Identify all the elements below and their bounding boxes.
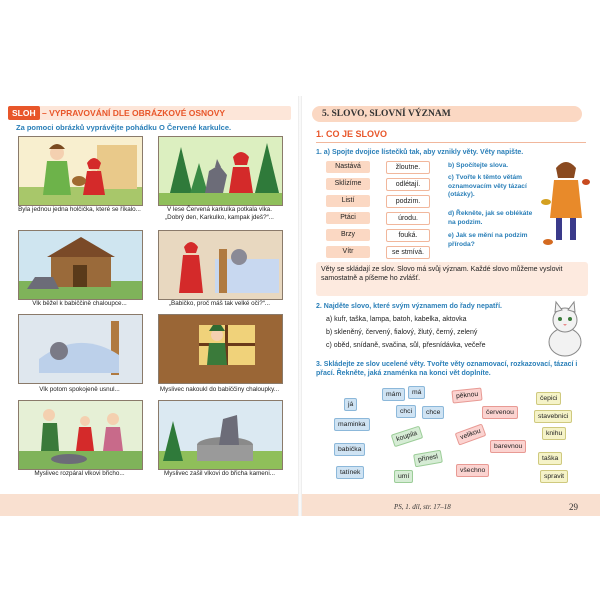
word-card: umí <box>394 470 413 483</box>
sloh-instruction: Za pomoci obrázků vyprávějte pohádku O Červené karkulce. <box>16 123 232 132</box>
word-card: velikou <box>455 423 487 445</box>
sloh-header <box>8 106 291 120</box>
word-card: babička <box>334 443 365 456</box>
section-header <box>312 106 582 122</box>
story-panel-5 <box>18 314 143 384</box>
word-card: chce <box>422 406 444 419</box>
caption-8: Myslivec zašil vlkovi do břicha kameni... <box>164 470 275 477</box>
right-chip: odlétají. <box>386 178 430 191</box>
sloh-tag: SLOH <box>8 106 40 120</box>
question-1b: b) Spočítejte slova. <box>448 162 509 169</box>
left-chip: Vítr <box>326 246 370 258</box>
word-card: přinesl <box>413 450 443 468</box>
story-panel-1 <box>18 136 143 206</box>
word-card: mám <box>382 388 405 401</box>
q2-line-a: a) kufr, taška, lampa, batoh, kabelka, aktovka <box>326 316 467 323</box>
right-page <box>304 96 596 516</box>
caption-6: Myslivec nakoukl do babiččiny chaloupky... <box>159 386 280 393</box>
question-1c: c) Tvořte k těmto větám oznamovacím věty tázací (otázky). <box>448 174 527 198</box>
word-card: taška <box>538 452 562 465</box>
word-card: koupila <box>391 426 423 447</box>
word-card: maminka <box>334 418 370 431</box>
story-panel-8 <box>158 400 283 470</box>
left-chip: Listí <box>326 195 370 207</box>
caption-5: Vlk potom spokojeně usnul... <box>39 386 120 393</box>
word-card: barevnou <box>490 440 526 453</box>
question-3: 3. Skládejte ze slov ucelené věty. Tvořte věty oznamovací, rozkazovací, tázací i přací. Řekněte, jaká znaménka na konci vět doplníte. <box>316 361 578 377</box>
left-chip: Nastává <box>326 161 370 173</box>
story-panel-2 <box>158 136 283 206</box>
word-card: stavebnici <box>534 410 572 423</box>
subsection-title: 1. CO JE SLOVO <box>316 129 388 139</box>
word-card: má <box>408 386 425 399</box>
left-chip: Ptáci <box>326 212 370 224</box>
cat-illustration <box>542 300 588 358</box>
q2-line-b: b) skleněný, červený, fialový, žlutý, černý, zelený <box>326 329 478 336</box>
left-chip: Brzy <box>326 229 370 241</box>
word-card: čepici <box>536 392 561 405</box>
caption-3: Vlk běžel k babiččině chaloupce... <box>32 300 127 307</box>
right-chip: podzim. <box>386 195 430 208</box>
sleeping-wolf-illustration <box>19 315 142 383</box>
left-page <box>6 96 296 516</box>
section-title: 5. SLOVO, SLOVNÍ VÝZNAM <box>322 109 451 119</box>
word-card: pěknou <box>451 387 483 403</box>
question-1a: 1. a) Spojte dvojice lístečků tak, aby vznikly věty. Věty napište. <box>316 149 524 156</box>
word-card: červenou <box>482 406 518 419</box>
word-card: chci <box>396 405 416 418</box>
sloh-title: – VYPRAVOVÁNÍ DLE OBRÁZKOVÉ OSNOVY <box>42 108 226 118</box>
caption-2: V lese Červená karkulka potkala vlka. „Dobrý den, Karkulko, kampak jdeš?“... <box>165 206 274 221</box>
word-card: tatínek <box>336 466 364 479</box>
wolf-in-bed-illustration <box>159 231 282 299</box>
forest-wolf-illustration <box>159 137 282 205</box>
page-number-right: 29 <box>569 502 578 512</box>
workbook-reference: PS, 1. díl, str. 17–18 <box>394 503 451 511</box>
wolf-well-illustration <box>159 401 282 469</box>
caption-4: „Babičko, proč máš tak velké oči?“... <box>168 300 271 307</box>
word-card: já <box>344 398 357 411</box>
caption-7: Myslivec rozpáral vlkovi břicho... <box>34 470 125 477</box>
mother-and-girl-illustration <box>19 137 142 205</box>
book-gutter <box>298 96 302 516</box>
right-chip: fouká. <box>386 229 430 242</box>
question-2: 2. Najděte slovo, které svým významem do řady nepatří. <box>316 303 502 310</box>
question-1d: d) Řekněte, jak se oblékáte na podzim. <box>448 210 533 226</box>
story-panel-6 <box>158 314 283 384</box>
wolf-cottage-illustration <box>19 231 142 299</box>
word-card: všechno <box>456 464 489 477</box>
definition-box: Věty se skládají ze slov. Slovo má svůj význam. Každé slovo můžeme vyslovit samostatně a píšeme ho zvlášť. <box>316 262 588 296</box>
story-panel-7 <box>18 400 143 470</box>
story-panel-3 <box>18 230 143 300</box>
question-1e: e) Jak se mění na podzim příroda? <box>448 232 528 248</box>
q2-line-c: c) oběd, snídaně, svačina, sůl, přesnídávka, večeře <box>326 342 486 349</box>
hunter-rescue-illustration <box>19 401 142 469</box>
story-panel-4 <box>158 230 283 300</box>
autumn-girl-illustration <box>538 152 592 252</box>
right-chip: žloutne. <box>386 161 430 174</box>
subsection-divider <box>316 142 586 143</box>
hunter-window-illustration <box>159 315 282 383</box>
word-card: spravit <box>540 470 568 483</box>
right-chip: úrodu. <box>386 212 430 225</box>
left-chip: Sklízíme <box>326 178 370 190</box>
caption-1: Byla jednou jedna holčička, které se říkalo... <box>18 206 141 213</box>
word-card: knihu <box>542 427 566 440</box>
right-chip: se stmívá. <box>386 246 430 259</box>
